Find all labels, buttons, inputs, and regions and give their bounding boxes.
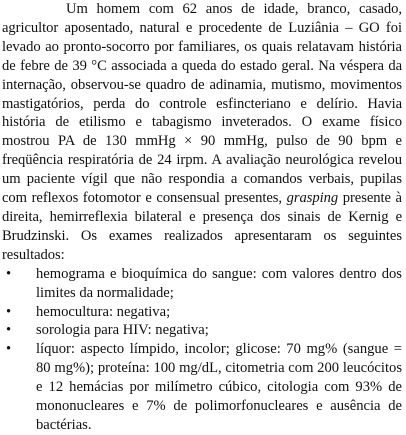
result-text: líquor: aspecto límpido, incolor; glicose: 70 mg% (sangue = 80 mg%); proteína: 100 mg/dL, citometria com 200 leucócitos e 12 hemácias por milímetro cúbico, citologia com 93% de mononucleares e 7% de polimorfonucleares e ausência de bactérias. (36, 341, 402, 433)
bullet-icon: • (6, 341, 12, 358)
result-text: sorologia para HIV: negativa; (36, 322, 209, 339)
results-list (2, 265, 402, 435)
bullet-icon: • (6, 265, 12, 282)
case-text-tail: presente à direita, hemirreflexia bilateral e presença dos sinais de Kernig e Brudzinski. Os exames realizados apresentaram os seguintes resultados: (2, 190, 402, 263)
result-item-hemograma (2, 265, 402, 303)
grasping-term: grasping (286, 190, 339, 207)
case-text: Um homem com 62 anos de idade, branco, casado, agricultor aposentado, natural e procedente de Luziânia – GO foi levado ao pronto-socorro por familiares, os quais relatavam história de febre de 39 °C associada a queda do estado geral. Na véspera da internação, observou-se quadro de adinamia, mutismo, movimentos mastigatórios, perda do controle esfincteriano e delírio. Havia história de etilismo e tabagismo inveterados. O exame físico mostrou PA de 130 mmHg × 90 mmHg, pulso de 90 bpm e freqüência respiratória de 24 irpm. A avaliação neurológica revelou um paciente vígil que não respondia a comandos verbais, pupilas com reflexos fotomotor e consensual presentes, (2, 1, 402, 207)
result-text: hemocultura: negativa; (36, 303, 171, 320)
result-item-liquor (2, 340, 402, 435)
result-item-hemocultura (2, 303, 402, 322)
result-text: hemograma e bioquímica do sangue: com valores dentro dos limites da normalidade; (36, 265, 402, 301)
result-item-sorologia (2, 321, 402, 340)
bullet-icon: • (6, 322, 12, 339)
case-paragraph (2, 0, 402, 265)
bullet-icon: • (6, 303, 12, 320)
